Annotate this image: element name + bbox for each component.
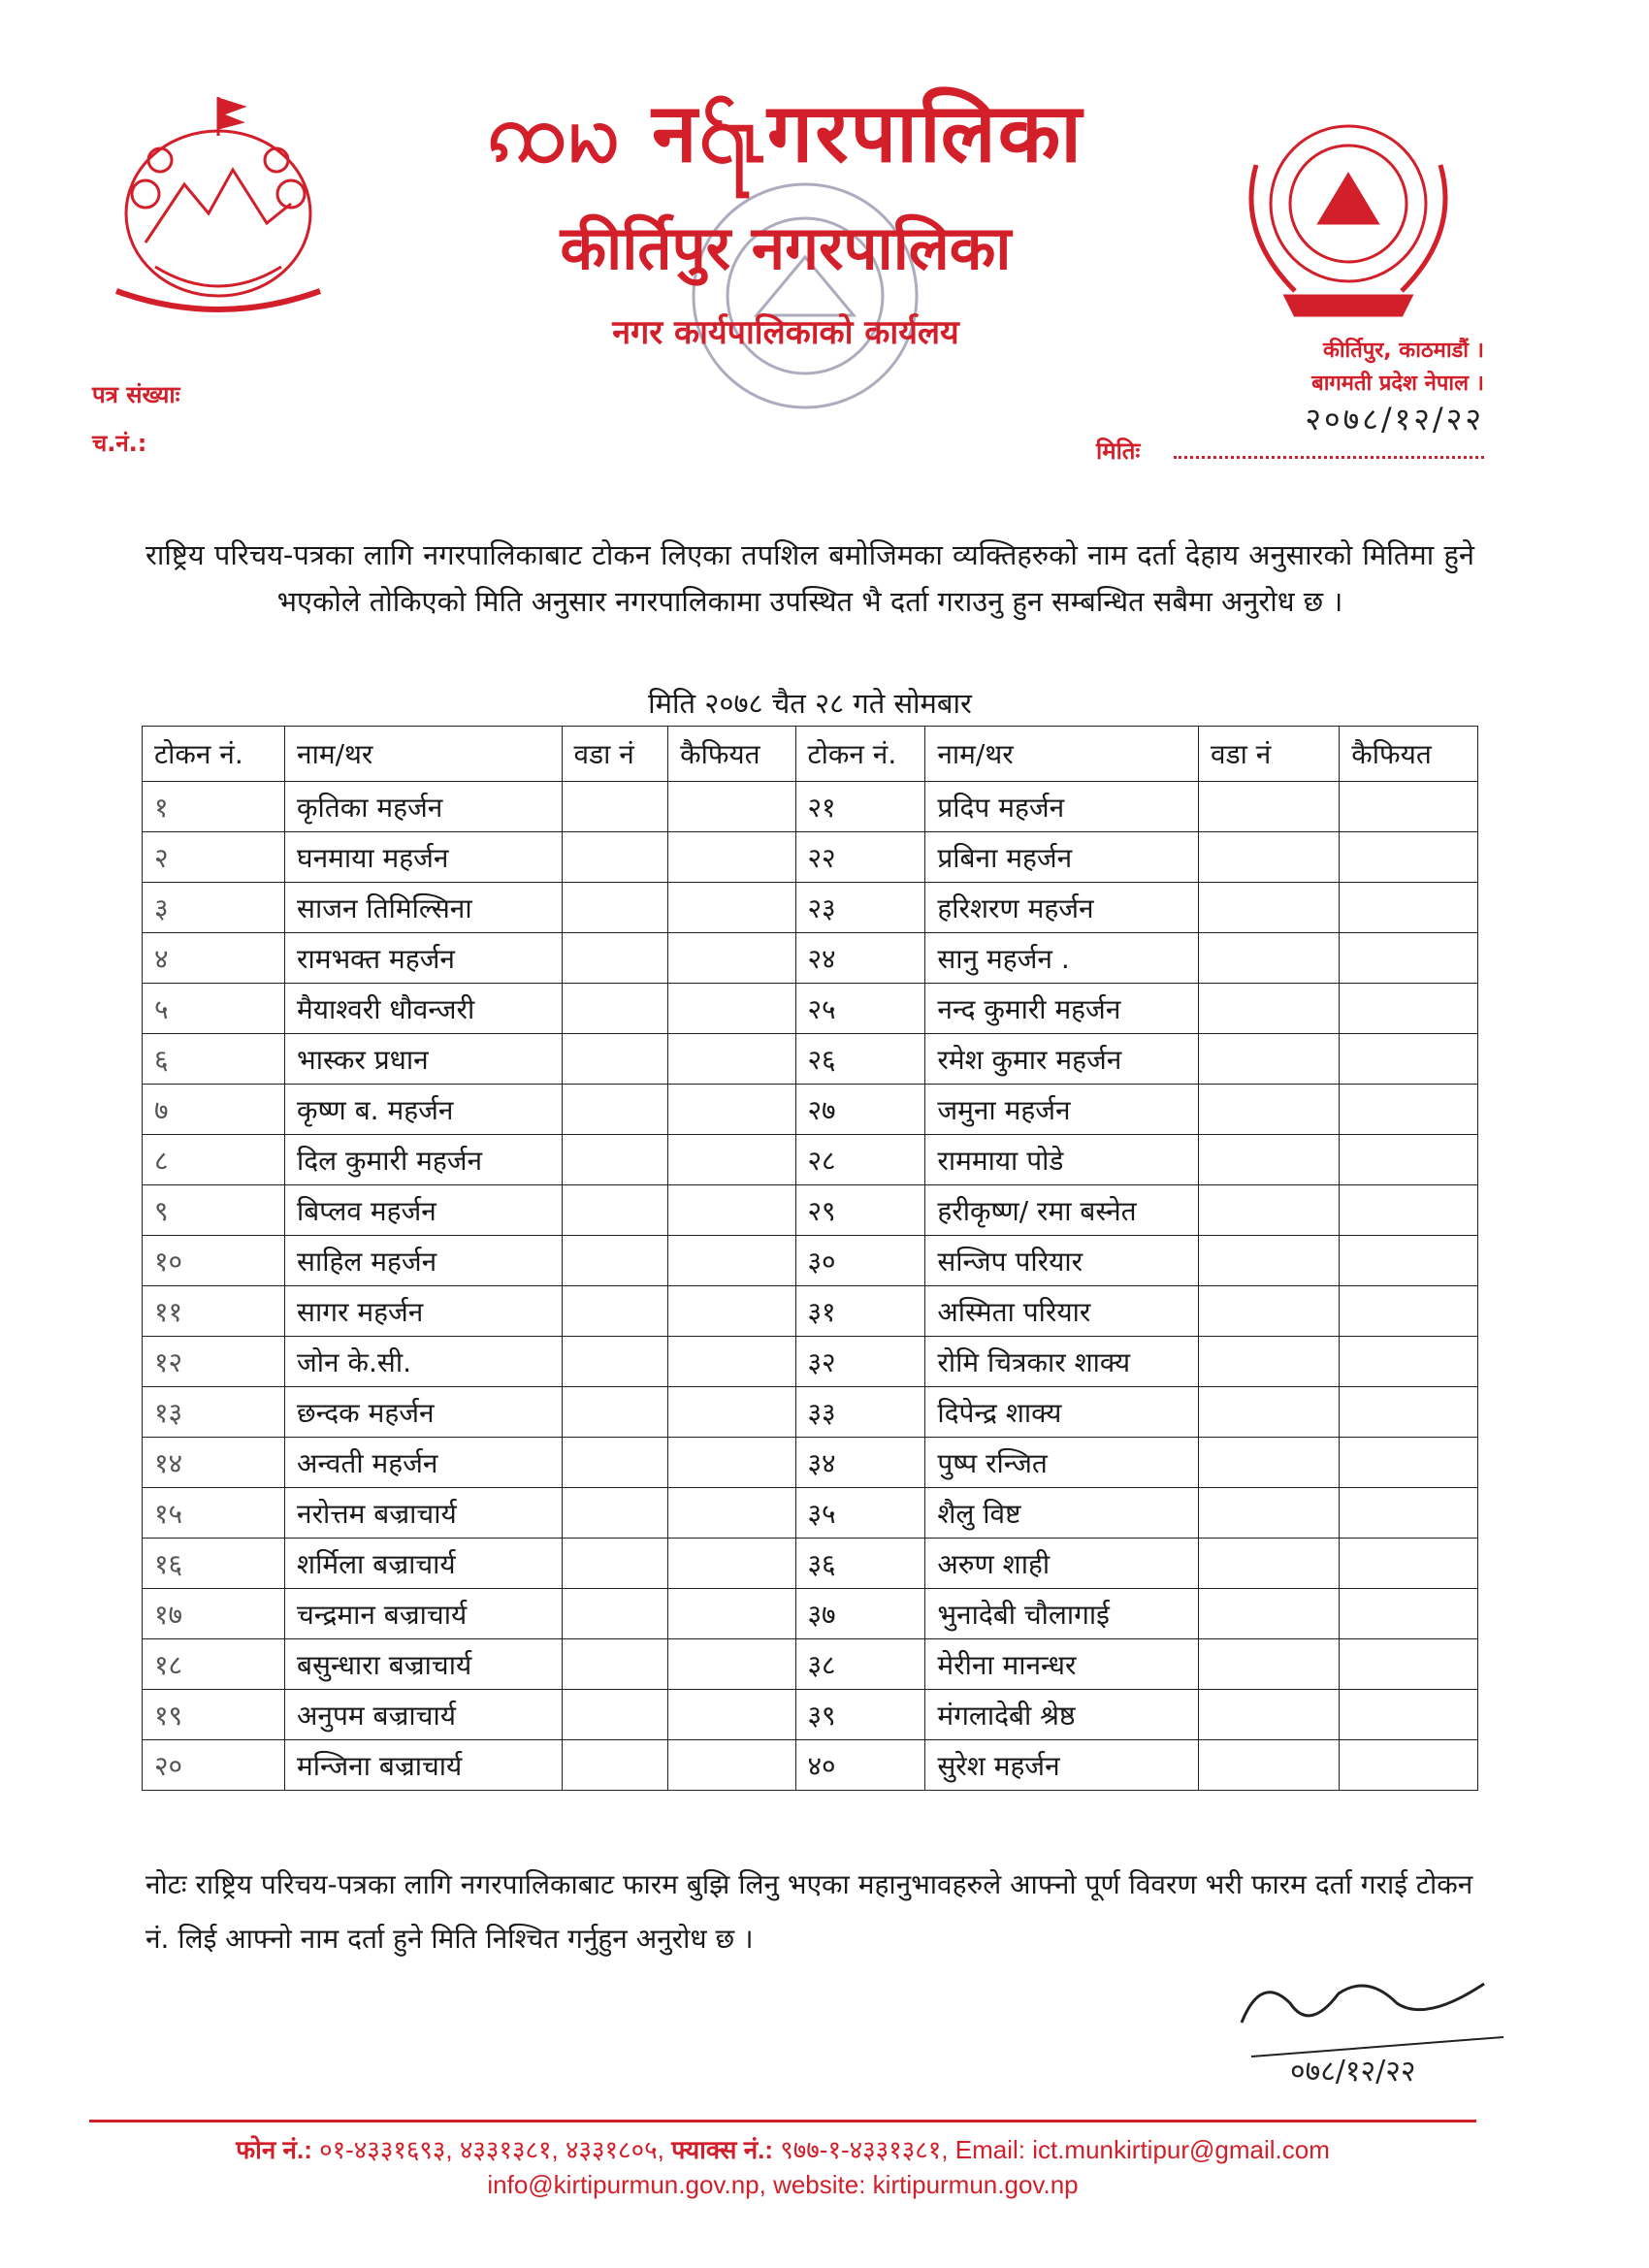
token-cell: ७ — [143, 1085, 285, 1135]
remarks-cell — [668, 1387, 795, 1438]
address-line-2: बागमती प्रदेश नेपाल । — [1311, 372, 1484, 396]
table-row — [143, 984, 1478, 1034]
footer-contact-line-2: info@kirtipurmun.gov.np, website: kirtipurmun.gov.np — [487, 2170, 1079, 2199]
table-row — [143, 1387, 1478, 1438]
remarks-cell — [668, 1639, 795, 1690]
dispatch-number-label: च.नं.: — [92, 430, 147, 457]
name-cell: भुनादेबी चौलागाई — [925, 1589, 1199, 1639]
remarks-cell — [1340, 1185, 1478, 1236]
name-cell: घनमाया महर्जन — [285, 832, 562, 883]
ward-cell — [562, 933, 668, 984]
token-cell: ३३ — [795, 1387, 925, 1438]
municipality-title-newari: ꩡꩢ न꩷गरपालिका — [488, 84, 1083, 180]
token-cell: ६ — [143, 1034, 285, 1085]
token-cell: २ — [143, 832, 285, 883]
handwritten-date: २०७८/१२/२२ — [1305, 401, 1484, 437]
office-subtitle: नगर कार्यपालिकाको कार्यलय — [612, 313, 959, 352]
name-cell: कृतिका महर्जन — [285, 782, 562, 832]
office-address — [1232, 335, 1484, 401]
ward-cell — [1199, 1034, 1340, 1085]
col-ward-2: वडा नं — [1199, 727, 1340, 782]
name-cell: मंगलादेबी श्रेष्ठ — [925, 1690, 1199, 1740]
table-row — [143, 1690, 1478, 1740]
token-cell: १७ — [143, 1589, 285, 1639]
ward-cell — [1199, 883, 1340, 933]
table-row — [143, 1337, 1478, 1387]
table-header-row — [143, 727, 1478, 782]
ward-cell — [1199, 1286, 1340, 1337]
remarks-cell — [1340, 832, 1478, 883]
token-cell: १३ — [143, 1387, 285, 1438]
remarks-cell — [668, 1185, 795, 1236]
footer-contact-line-1 — [89, 2131, 1476, 2166]
token-cell: २५ — [795, 984, 925, 1034]
token-cell: २९ — [795, 1185, 925, 1236]
col-name-2: नाम/थर — [925, 727, 1199, 782]
ward-cell — [562, 1236, 668, 1286]
nepal-government-emblem-icon — [87, 78, 349, 330]
remarks-cell — [668, 1539, 795, 1589]
token-cell: १० — [143, 1236, 285, 1286]
col-token-1: टोकन नं. — [143, 727, 285, 782]
token-cell: ३६ — [795, 1539, 925, 1589]
token-cell: १५ — [143, 1488, 285, 1539]
name-cell: हरीकृष्ण/ रमा बस्नेत — [925, 1185, 1199, 1236]
intro-paragraph: राष्ट्रिय परिचय-पत्रका लागि नगरपालिकाबाट टोकन लिएका तपशिल बमोजिमका व्यक्तिहरुको नाम दर्ता देहाय अनुसारको मितिमा हुने भएकोले तोकिएको मिति अनुसार नगरपालिकामा उपस्थित भै दर्ता गराउनु हुन सम्बन्धित सबैमा अनुरोध छ । — [146, 538, 1474, 618]
remarks-cell — [668, 1286, 795, 1337]
ward-cell — [562, 1539, 668, 1589]
ward-cell — [1199, 782, 1340, 832]
token-cell: ३७ — [795, 1589, 925, 1639]
name-cell: छन्दक महर्जन — [285, 1387, 562, 1438]
name-cell: नरोत्तम बज्राचार्य — [285, 1488, 562, 1539]
table-row — [143, 933, 1478, 984]
remarks-cell — [1340, 933, 1478, 984]
ward-cell — [1199, 1589, 1340, 1639]
ward-cell — [562, 1286, 668, 1337]
name-cell: रमेश कुमार महर्जन — [925, 1034, 1199, 1085]
table-row — [143, 1286, 1478, 1337]
name-cell: अनुपम बज्राचार्य — [285, 1690, 562, 1740]
name-cell: बिप्लव महर्जन — [285, 1185, 562, 1236]
remarks-cell — [1340, 1488, 1478, 1539]
token-cell: ३ — [143, 883, 285, 933]
table-row — [143, 1085, 1478, 1135]
remarks-cell — [1340, 1387, 1478, 1438]
ward-cell — [1199, 1639, 1340, 1690]
name-cell: अरुण शाही — [925, 1539, 1199, 1589]
ward-cell — [562, 1740, 668, 1791]
name-cell: मन्जिना बज्राचार्य — [285, 1740, 562, 1791]
ward-cell — [1199, 1438, 1340, 1488]
table-row — [143, 1639, 1478, 1690]
remarks-cell — [1340, 1286, 1478, 1337]
email-text: Email: ict.munkirtipur@gmail.com — [954, 2135, 1330, 2164]
remarks-cell — [668, 832, 795, 883]
col-remarks-1: कैफियत — [668, 727, 795, 782]
remarks-cell — [1340, 1236, 1478, 1286]
table-body — [143, 782, 1478, 1791]
name-cell: बसुन्धारा बज्राचार्य — [285, 1639, 562, 1690]
col-name-1: नाम/थर — [285, 727, 562, 782]
token-cell: २४ — [795, 933, 925, 984]
ward-cell — [1199, 1337, 1340, 1387]
token-cell: २० — [143, 1740, 285, 1791]
ward-cell — [1199, 984, 1340, 1034]
token-cell: ४ — [143, 933, 285, 984]
remarks-cell — [668, 883, 795, 933]
name-cell: नन्द कुमारी महर्जन — [925, 984, 1199, 1034]
token-cell: ९ — [143, 1185, 285, 1236]
remarks-cell — [668, 1085, 795, 1135]
table-row — [143, 1438, 1478, 1488]
name-cell: प्रदिप महर्जन — [925, 782, 1199, 832]
token-cell: १६ — [143, 1539, 285, 1589]
ward-cell — [1199, 1488, 1340, 1539]
ward-cell — [562, 1639, 668, 1690]
name-cell: सुरेश महर्जन — [925, 1740, 1199, 1791]
municipality-title: कीर्तिपुर नगरपालिका — [560, 212, 1012, 283]
name-cell: रामभक्त महर्जन — [285, 933, 562, 984]
token-cell: ३२ — [795, 1337, 925, 1387]
remarks-cell — [1340, 1740, 1478, 1791]
ward-cell — [562, 1589, 668, 1639]
token-cell: ८ — [143, 1135, 285, 1185]
remarks-cell — [668, 782, 795, 832]
remarks-cell — [668, 1135, 795, 1185]
name-cell: शर्मिला बज्राचार्य — [285, 1539, 562, 1589]
name-cell: रोमि चित्रकार शाक्य — [925, 1337, 1199, 1387]
name-cell: चन्द्रमान बज्राचार्य — [285, 1589, 562, 1639]
name-cell: भास्कर प्रधान — [285, 1034, 562, 1085]
token-cell: ३५ — [795, 1488, 925, 1539]
ward-cell — [562, 1488, 668, 1539]
col-token-2: टोकन नं. — [795, 727, 925, 782]
name-cell: दिपेन्द्र शाक्य — [925, 1387, 1199, 1438]
token-cell: २२ — [795, 832, 925, 883]
token-cell: १४ — [143, 1438, 285, 1488]
name-cell: अस्मिता परियार — [925, 1286, 1199, 1337]
remarks-cell — [1340, 1135, 1478, 1185]
remarks-cell — [1340, 1438, 1478, 1488]
ward-cell — [1199, 832, 1340, 883]
table-row — [143, 1236, 1478, 1286]
date-dotted-line — [1174, 437, 1484, 459]
signature-date: ०७८/१२/२२ — [1290, 2055, 1416, 2089]
token-cell: १९ — [143, 1690, 285, 1740]
fax-label: फ्याक्स नं.: — [671, 2135, 774, 2164]
token-cell: ३४ — [795, 1438, 925, 1488]
remarks-cell — [668, 1740, 795, 1791]
phone-label: फोन नं.: — [236, 2135, 312, 2164]
kirtipur-municipality-logo-icon — [1217, 107, 1479, 330]
ward-cell — [562, 1690, 668, 1740]
phone-numbers: ०१-४३३१६९३, ४३३१३८१, ४३३१८०५, — [319, 2135, 664, 2164]
remarks-cell — [668, 1690, 795, 1740]
remarks-cell — [1340, 1639, 1478, 1690]
token-cell: १८ — [143, 1639, 285, 1690]
table-row — [143, 883, 1478, 933]
remarks-cell — [1340, 984, 1478, 1034]
ward-cell — [562, 1185, 668, 1236]
name-cell: साजन तिमिल्सिना — [285, 883, 562, 933]
table-row — [143, 1539, 1478, 1589]
fax-number: ९७७-१-४३३१३८१, — [780, 2135, 949, 2164]
name-cell: मैयाश्वरी धौवन्जरी — [285, 984, 562, 1034]
token-cell: २३ — [795, 883, 925, 933]
ward-cell — [562, 883, 668, 933]
ward-cell — [562, 1135, 668, 1185]
remarks-cell — [1340, 1690, 1478, 1740]
table-row — [143, 1034, 1478, 1085]
ward-cell — [1199, 1185, 1340, 1236]
table-row — [143, 782, 1478, 832]
token-cell: २८ — [795, 1135, 925, 1185]
table-row — [143, 832, 1478, 883]
col-remarks-2: कैफियत — [1340, 727, 1478, 782]
table-row — [143, 1185, 1478, 1236]
token-cell: १२ — [143, 1337, 285, 1387]
name-cell: सन्जिप परियार — [925, 1236, 1199, 1286]
name-cell: सानु महर्जन . — [925, 933, 1199, 984]
table-row — [143, 1135, 1478, 1185]
name-cell: राममाया पोडे — [925, 1135, 1199, 1185]
ward-cell — [1199, 1740, 1340, 1791]
remarks-cell — [668, 1488, 795, 1539]
remarks-cell — [668, 1438, 795, 1488]
ward-cell — [562, 1337, 668, 1387]
name-cell: दिल कुमारी महर्जन — [285, 1135, 562, 1185]
remarks-cell — [668, 933, 795, 984]
remarks-cell — [668, 984, 795, 1034]
ward-cell — [1199, 1085, 1340, 1135]
remarks-cell — [1340, 883, 1478, 933]
token-cell: २६ — [795, 1034, 925, 1085]
address-line-1: कीर्तिपुर, काठमाडौं । — [1322, 339, 1484, 363]
token-cell: १ — [143, 782, 285, 832]
name-cell: सागर महर्जन — [285, 1286, 562, 1337]
ward-cell — [562, 782, 668, 832]
ward-cell — [1199, 1387, 1340, 1438]
name-cell: प्रबिना महर्जन — [925, 832, 1199, 883]
table-row — [143, 1488, 1478, 1539]
remarks-cell — [668, 1337, 795, 1387]
ward-cell — [562, 1034, 668, 1085]
office-stamp-icon — [660, 170, 951, 422]
ward-cell — [562, 1438, 668, 1488]
signature-icon — [1232, 1964, 1523, 2090]
token-cell: ४० — [795, 1740, 925, 1791]
remarks-cell — [1340, 1034, 1478, 1085]
table-row — [143, 1589, 1478, 1639]
ward-cell — [1199, 1236, 1340, 1286]
schedule-date-heading: मिति २०७८ चैत २८ गते सोमबार — [648, 687, 972, 720]
name-cell: कृष्ण ब. महर्जन — [285, 1085, 562, 1135]
token-cell: २७ — [795, 1085, 925, 1135]
name-cell: पुष्प रन्जित — [925, 1438, 1199, 1488]
token-cell: ३१ — [795, 1286, 925, 1337]
letter-number-label: पत्र संख्याः — [92, 381, 180, 408]
name-cell: अन्वती महर्जन — [285, 1438, 562, 1488]
remarks-cell — [668, 1034, 795, 1085]
token-cell: ११ — [143, 1286, 285, 1337]
ward-cell — [562, 1387, 668, 1438]
ward-cell — [562, 1085, 668, 1135]
remarks-cell — [1340, 1539, 1478, 1589]
token-cell: ३० — [795, 1236, 925, 1286]
col-ward-1: वडा नं — [562, 727, 668, 782]
token-cell: २१ — [795, 782, 925, 832]
name-cell: साहिल महर्जन — [285, 1236, 562, 1286]
table-row — [143, 1740, 1478, 1791]
token-cell: ३९ — [795, 1690, 925, 1740]
ward-cell — [1199, 1690, 1340, 1740]
name-cell: हरिशरण महर्जन — [925, 883, 1199, 933]
ward-cell — [1199, 933, 1340, 984]
remarks-cell — [668, 1236, 795, 1286]
footnote: नोटः राष्ट्रिय परिचय-पत्रका लागि नगरपालिकाबाट फारम बुझि लिनु भएका महानुभावहरुले आफ्नो पूर्ण विवरण भरी फारम दर्ता गराई टोकन नं. लिई आफ्नो नाम दर्ता हुने मिति निश्चित गर्नुहुन अनुरोध छ । — [146, 1868, 1473, 1955]
token-table — [142, 726, 1478, 1791]
token-cell: ५ — [143, 984, 285, 1034]
remarks-cell — [1340, 1085, 1478, 1135]
ward-cell — [1199, 1539, 1340, 1589]
footer-divider — [89, 2120, 1476, 2122]
ward-cell — [562, 984, 668, 1034]
remarks-cell — [668, 1589, 795, 1639]
name-cell: जोन के.सी. — [285, 1337, 562, 1387]
ward-cell — [1199, 1135, 1340, 1185]
ward-cell — [562, 832, 668, 883]
name-cell: जमुना महर्जन — [925, 1085, 1199, 1135]
date-label: मितिः — [1096, 437, 1141, 465]
token-cell: ३८ — [795, 1639, 925, 1690]
name-cell: शैलु विष्ट — [925, 1488, 1199, 1539]
remarks-cell — [1340, 1589, 1478, 1639]
remarks-cell — [1340, 1337, 1478, 1387]
remarks-cell — [1340, 782, 1478, 832]
name-cell: मेरीना मानन्धर — [925, 1639, 1199, 1690]
